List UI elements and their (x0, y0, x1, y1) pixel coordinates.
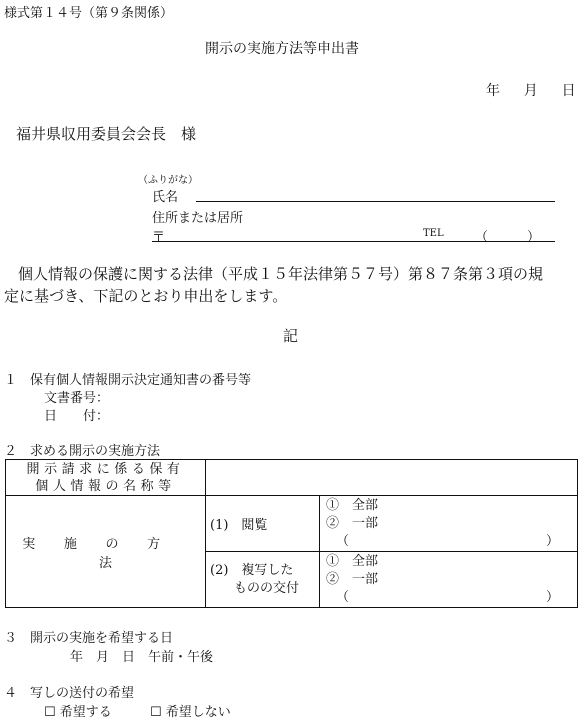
viewing-paren-field[interactable] (326, 533, 577, 551)
section4-heading: ４ 写しの送付の希望 (4, 686, 135, 701)
viewing-choice-part[interactable]: ② 一部 (326, 515, 379, 531)
option-no[interactable] (150, 701, 231, 720)
postal-mark: 〒 (152, 230, 166, 245)
personal-info-name-input-cell[interactable] (206, 460, 578, 496)
preferred-date-value: 年 月 日 午前・午後 (70, 650, 214, 665)
document-number-label: 文書番号： (44, 391, 110, 406)
form-number: 様式第１４号（第９条関係） (4, 6, 174, 21)
disclosure-method-table (5, 459, 578, 608)
method-label-cell (6, 496, 206, 608)
option-viewing-cell[interactable] (206, 496, 320, 552)
address-underline (152, 241, 555, 242)
method-label: 実施の方法 (22, 536, 189, 571)
paren-close: ） (545, 589, 559, 605)
row1-label-line1: 開示請求に係る保有 (26, 461, 185, 477)
paren-open: （ (336, 533, 350, 549)
copy-choice-all[interactable]: ① 全部 (326, 553, 379, 569)
option-viewing-label: (1) 閲覧 (210, 518, 268, 533)
checkbox-icon[interactable]: ☐ (44, 705, 56, 720)
body-text-line2: 定に基づき、下記のとおり申出をします。 (4, 287, 288, 305)
option-no-label: 希望しない (165, 705, 231, 720)
paren-close: ） (545, 533, 559, 549)
row1-label-line2: 個人情報の名称等 (35, 478, 176, 494)
option-yes[interactable] (44, 701, 112, 720)
option-copy-line2: ものの交付 (234, 580, 300, 596)
body-text-line1: 個人情報の保護に関する法律（平成１５年法律第５７号）第８７条第３項の規 (18, 265, 544, 283)
document-date-label: 日 付： (44, 409, 110, 424)
copy-choice-part[interactable]: ② 一部 (326, 571, 379, 587)
name-label: 氏名 (152, 190, 179, 205)
tel-label: TEL (423, 228, 444, 239)
date-line: 年 月 日 (486, 83, 580, 99)
paren-open: （ (336, 589, 350, 605)
form-title: 開示の実施方法等申出書 (205, 41, 359, 57)
section1-heading: １ 保有個人情報開示決定通知書の番号等 (4, 373, 252, 388)
address-label: 住所または居所 (152, 211, 244, 226)
option-yes-label: 希望する (59, 705, 112, 720)
section2-heading: ２ 求める開示の実施方法 (4, 444, 161, 459)
viewing-choice-all[interactable]: ① 全部 (326, 497, 379, 513)
section3-heading: ３ 開示の実施を希望する日 (4, 631, 174, 646)
copy-choices-cell (320, 552, 578, 608)
addressee: 福井県収用委員会会長 様 (16, 125, 197, 143)
copy-paren-field[interactable] (326, 589, 577, 607)
personal-info-name-label-cell (6, 460, 206, 496)
tel-parentheses: （ ） (475, 230, 541, 245)
option-copy-cell[interactable] (206, 552, 320, 608)
ki-heading: 記 (283, 327, 299, 345)
option-copy-line1: (2) 複写した (210, 562, 294, 578)
viewing-choices-cell (320, 496, 578, 552)
furigana-label: （ふりがな） (138, 175, 198, 186)
checkbox-icon[interactable]: ☐ (150, 705, 162, 720)
name-underline (196, 201, 555, 202)
